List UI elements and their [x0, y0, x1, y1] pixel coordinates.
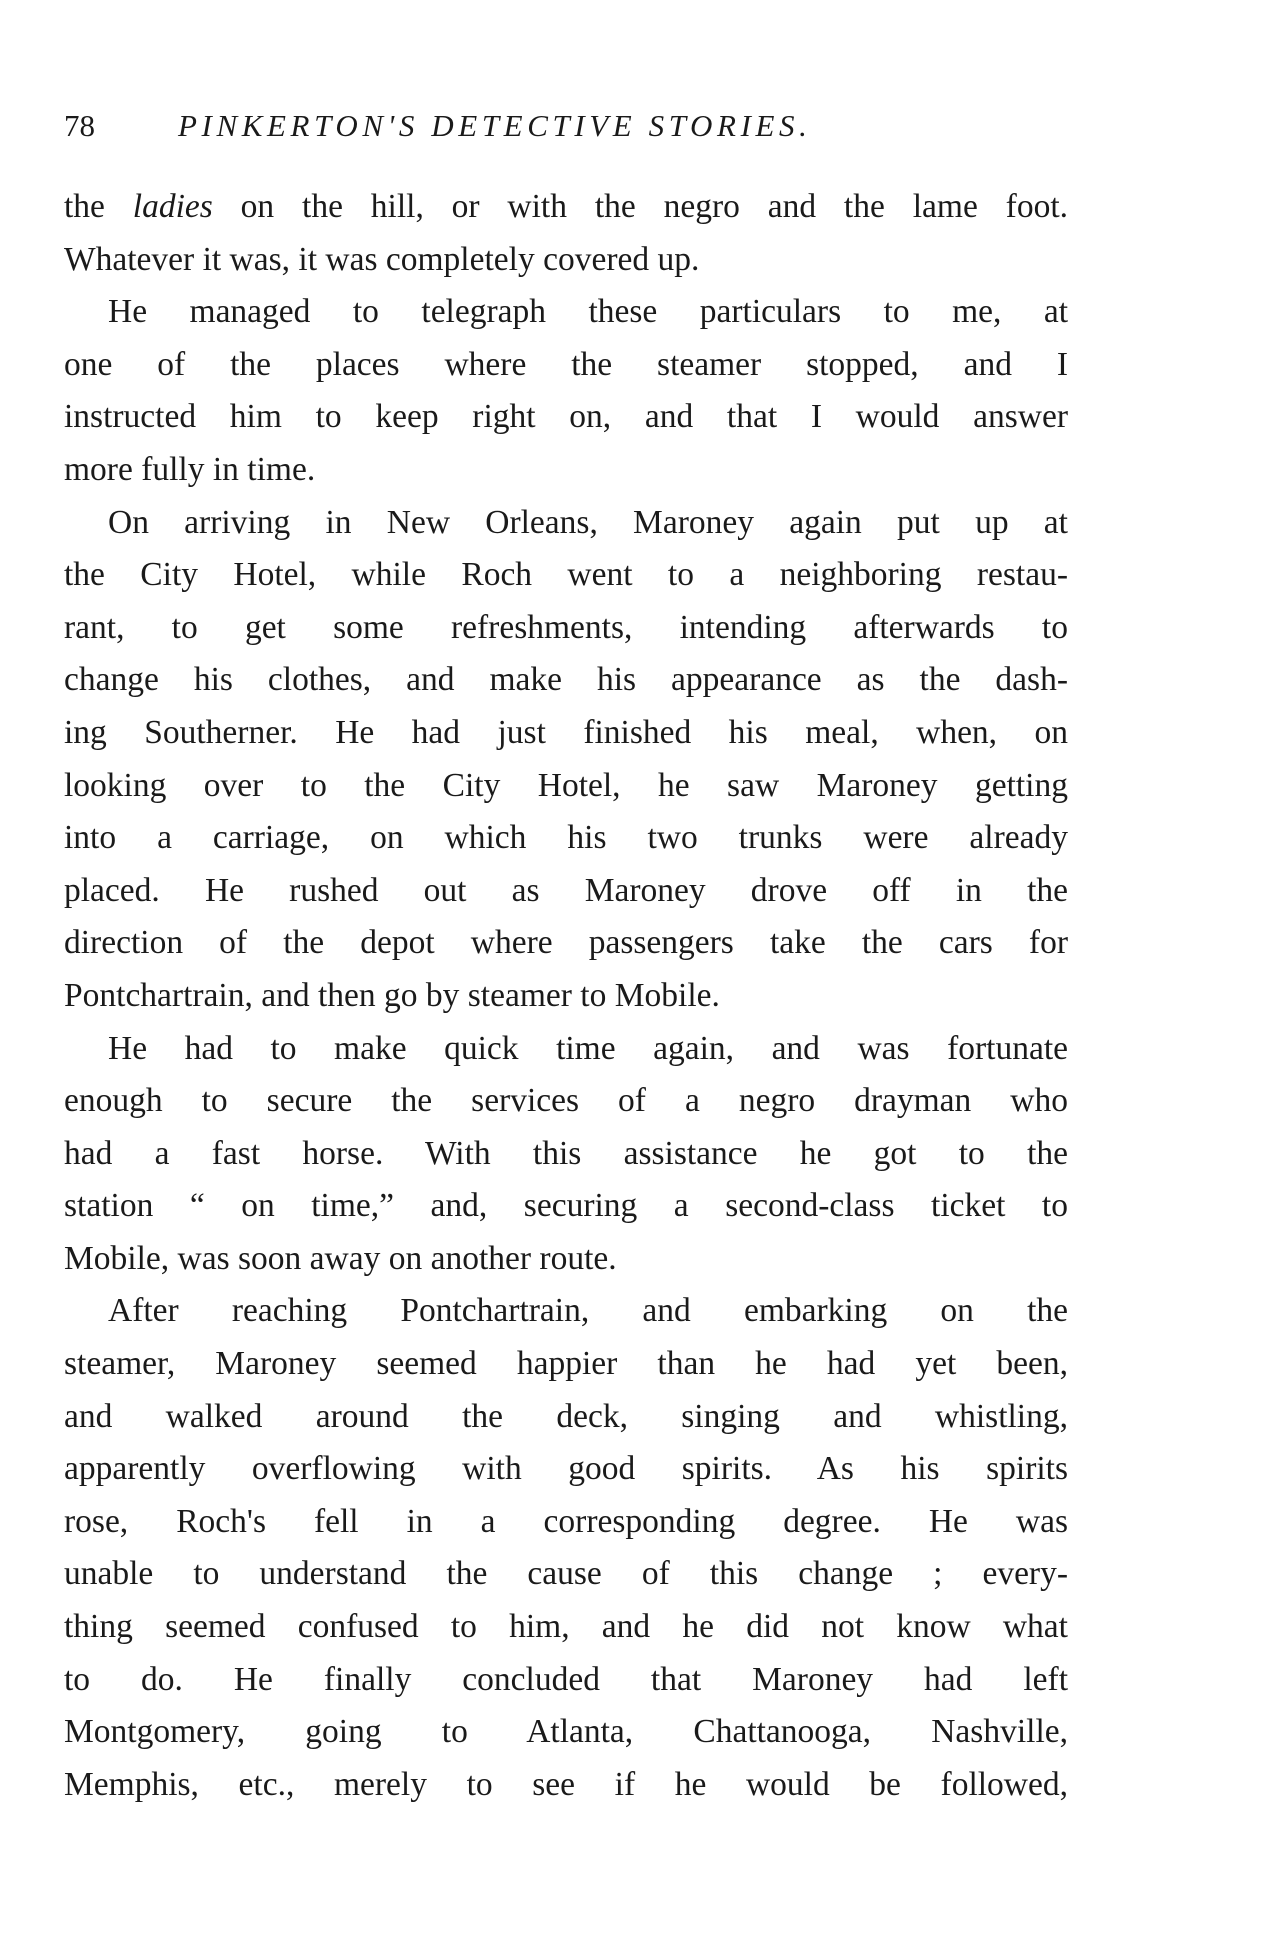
text-line: steamer, Maroney seemed happier than he had yet been, — [64, 1345, 1068, 1383]
text-line: the City Hotel, while Roch went to a neighboring restau- — [64, 556, 1068, 594]
text-line: enough to secure the services of a negro drayman who — [64, 1082, 1068, 1120]
body-text — [64, 181, 1068, 1811]
text-run: the — [64, 188, 133, 225]
text-line: direction of the depot where passengers take the cars for — [64, 924, 1068, 962]
text-line: change his clothes, and make his appearance as the dash- — [64, 661, 1068, 699]
text-line — [64, 181, 1068, 234]
text-line: one of the places where the steamer stopped, and I — [64, 345, 1068, 383]
text-line: apparently overflowing with good spirits. As his spirits — [64, 1450, 1068, 1488]
text-line: rose, Roch's fell in a corresponding degree. He was — [64, 1502, 1068, 1540]
text-line: Whatever it was, it was completely covered up. — [64, 240, 700, 278]
text-line: rant, to get some refreshments, intending afterwards to — [64, 608, 1068, 646]
text-line: had a fast horse. With this assistance he got to the — [64, 1134, 1068, 1172]
text-line: placed. He rushed out as Maroney drove off in the — [64, 871, 1068, 909]
running-title: PINKERTON'S DETECTIVE STORIES. — [178, 108, 812, 143]
text-line: ing Southerner. He had just finished his meal, when, on — [64, 713, 1068, 751]
paragraph-first-line: He had to make quick time again, and was fortunate — [108, 1029, 1068, 1067]
italic-word: ladies — [132, 188, 213, 225]
paragraph-first-line: On arriving in New Orleans, Maroney again put up at — [108, 503, 1068, 541]
text-run: on the hill, or with the negro and the lame foot. — [212, 188, 1068, 225]
page-number: 78 — [64, 108, 95, 143]
text-line: and walked around the deck, singing and whistling, — [64, 1397, 1068, 1435]
text-line: Montgomery, going to Atlanta, Chattanooga, Nashville, — [64, 1713, 1068, 1751]
running-head — [64, 104, 1054, 148]
text-line: unable to understand the cause of this change ; every- — [64, 1555, 1068, 1593]
text-line: Memphis, etc., merely to see if he would be followed, — [64, 1765, 1068, 1803]
text-line: Pontchartrain, and then go by steamer to Mobile. — [64, 976, 720, 1014]
text-line: station “ on time,” and, securing a second-class ticket to — [64, 1187, 1068, 1225]
text-line: looking over to the City Hotel, he saw Maroney getting — [64, 766, 1068, 804]
text-line: instructed him to keep right on, and that I would answer — [64, 398, 1068, 436]
text-line: Mobile, was soon away on another route. — [64, 1239, 617, 1277]
paragraph-first-line: After reaching Pontchartrain, and embarking on the — [108, 1292, 1068, 1330]
text-line: to do. He finally concluded that Maroney had left — [64, 1660, 1068, 1698]
text-line: more fully in time. — [64, 450, 316, 488]
text-line: into a carriage, on which his two trunks were already — [64, 819, 1068, 857]
paragraph-first-line: He managed to telegraph these particulars to me, at — [108, 293, 1068, 331]
text-line: thing seemed confused to him, and he did not know what — [64, 1608, 1068, 1646]
